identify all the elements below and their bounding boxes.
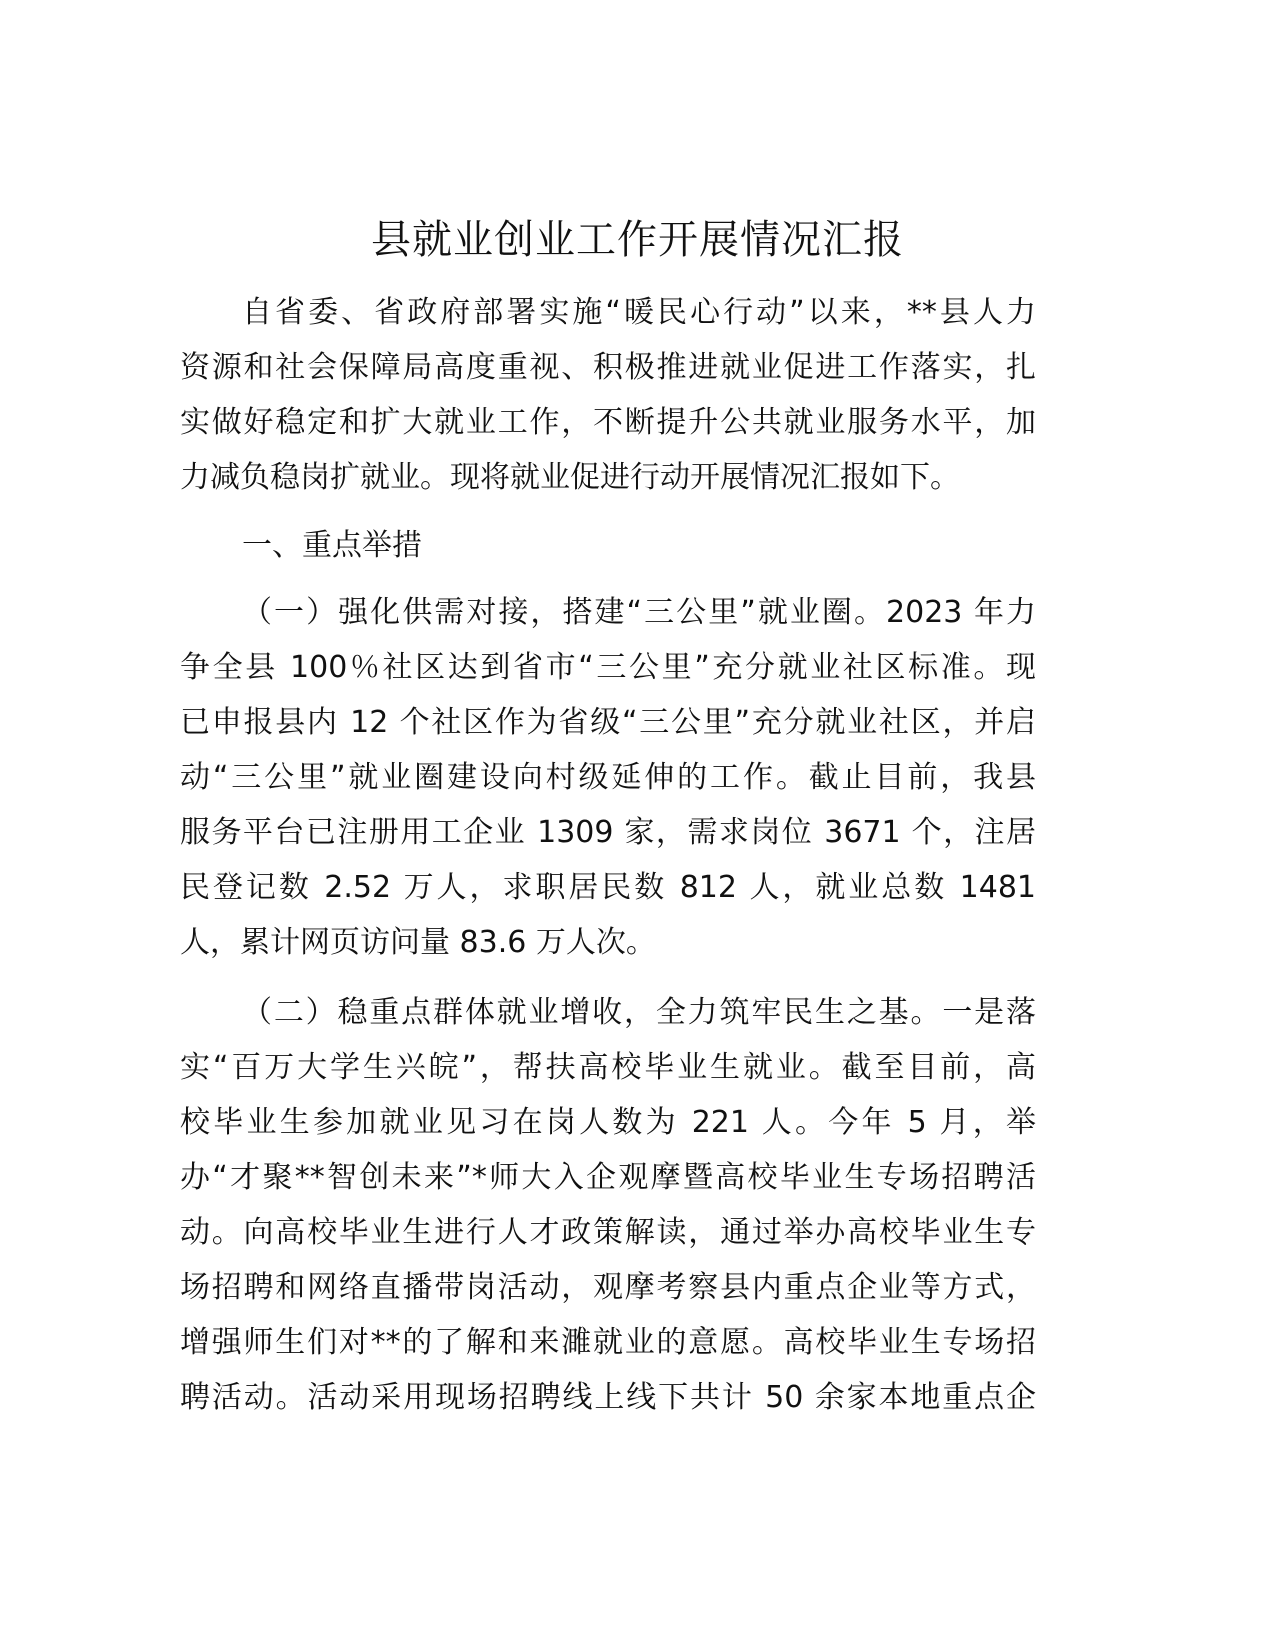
paragraph-line: 场招聘和网络直播带岗活动，观摩考察县内重点企业等方式，: [180, 1270, 1036, 1305]
paragraph-line: 动“三公里”就业圈建设向村级延伸的工作。截止目前，我县: [180, 760, 1036, 795]
paragraph-line: 办“才聚**智创未来”*师大入企观摩暨高校毕业生专场招聘活: [180, 1160, 1036, 1195]
paragraph-line: 动。向高校毕业生进行人才政策解读，通过举办高校毕业生专: [180, 1215, 1036, 1250]
paragraph-line: 争全县 100％社区达到省市“三公里”充分就业社区标准。现: [180, 650, 1036, 685]
paragraph-line: 已申报县内 12 个社区作为省级“三公里”充分就业社区，并启: [180, 705, 1036, 740]
paragraph-line: 聘活动。活动采用现场招聘线上线下共计 50 余家本地重点企: [180, 1380, 1036, 1415]
paragraph-line: 自省委、省政府部署实施“暖民心行动”以来，**县人力: [242, 295, 1036, 330]
paragraph-line: （二）稳重点群体就业增收，全力筑牢民生之基。一是落: [242, 995, 1036, 1030]
paragraph-line: （一）强化供需对接，搭建“三公里”就业圈。2023 年力: [242, 595, 1036, 630]
paragraph-line: 实“百万大学生兴皖”，帮扶高校毕业生就业。截至目前，高: [180, 1050, 1036, 1085]
paragraph-line: 民登记数 2.52 万人，求职居民数 812 人，就业总数 1481: [180, 870, 1036, 905]
paragraph-line: 增强师生们对**的了解和来濉就业的意愿。高校毕业生专场招: [180, 1325, 1036, 1360]
section-heading: 一、重点举措: [242, 528, 422, 563]
paragraph-line: 资源和社会保障局高度重视、积极推进就业促进工作落实，扎: [180, 350, 1036, 385]
paragraph-line: 人，累计网页访问量 83.6 万人次。: [180, 925, 656, 960]
document-title: 县就业创业工作开展情况汇报: [371, 217, 904, 263]
paragraph-line: 校毕业生参加就业见习在岗人数为 221 人。今年 5 月，举: [180, 1105, 1036, 1140]
paragraph-line: 服务平台已注册用工企业 1309 家，需求岗位 3671 个，注居: [180, 815, 1036, 850]
paragraph-line: 实做好稳定和扩大就业工作，不断提升公共就业服务水平，加: [180, 405, 1036, 440]
paragraph-line: 力减负稳岗扩就业。现将就业促进行动开展情况汇报如下。: [180, 460, 960, 495]
